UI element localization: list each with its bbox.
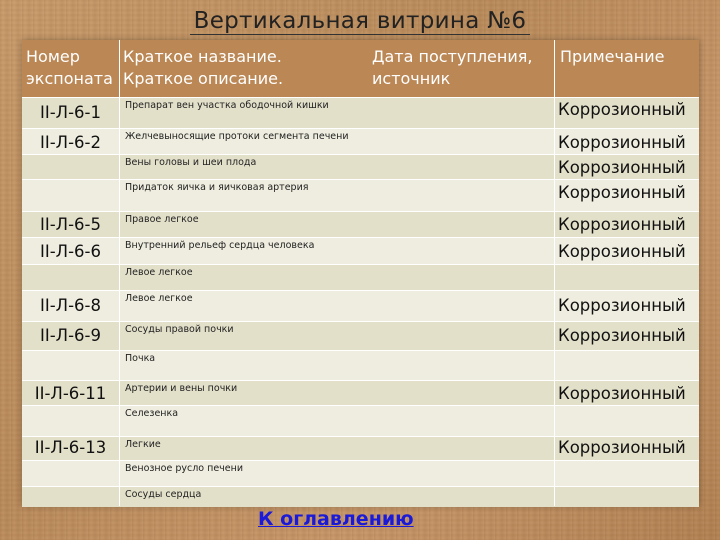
table-row — [22, 290, 699, 322]
row-number: II-Л-6-5 — [40, 215, 101, 234]
header-name: Краткое название. Краткое описание. — [123, 47, 284, 88]
table-row — [22, 436, 699, 461]
row-description: Внутренний рельеф сердца человека — [125, 240, 315, 251]
row-note: Коррозионный — [558, 183, 686, 202]
row-note: Коррозионный — [558, 158, 686, 177]
table-header — [22, 40, 699, 97]
row-number: II-Л-6-8 — [40, 296, 101, 315]
row-note: Коррозионный — [558, 242, 686, 261]
row-note: Коррозионный — [558, 438, 686, 457]
title-text: Вертикальная витрина №6 — [190, 8, 531, 35]
row-description: Правое легкое — [125, 214, 199, 225]
row-note: Коррозионный — [558, 133, 686, 152]
header-note: Примечание — [560, 47, 665, 66]
row-description: Сосуды сердца — [125, 489, 202, 500]
column-divider — [119, 40, 120, 506]
row-description: Левое легкое — [125, 293, 193, 304]
table-row — [22, 179, 699, 212]
table-row — [22, 237, 699, 265]
table-of-contents-link[interactable]: К оглавлению — [258, 508, 414, 530]
page-title — [0, 8, 720, 34]
row-description: Венозное русло печени — [125, 463, 244, 474]
table-row — [22, 264, 699, 291]
row-number: II-Л-6-13 — [34, 438, 107, 457]
row-number: II-Л-6-2 — [40, 133, 101, 152]
column-divider — [554, 40, 555, 506]
row-description: Левое легкое — [125, 267, 193, 278]
row-description: Легкие — [125, 439, 161, 450]
table-row — [22, 128, 699, 155]
row-note: Коррозионный — [558, 384, 686, 403]
row-description: Селезенка — [125, 408, 179, 419]
row-number: II-Л-6-1 — [40, 103, 101, 122]
row-description: Придаток яичка и яичковая артерия — [125, 182, 309, 193]
row-note: Коррозионный — [558, 215, 686, 234]
header-number: Номер экспоната — [26, 47, 113, 88]
row-description: Желчевыносящие протоки сегмента печени — [125, 131, 349, 142]
table-row — [22, 405, 699, 437]
table-row — [22, 97, 699, 129]
table-row — [22, 350, 699, 381]
row-note: Коррозионный — [558, 296, 686, 315]
row-number: II-Л-6-6 — [40, 242, 101, 261]
table-row — [22, 154, 699, 180]
row-description: Почка — [125, 353, 156, 364]
row-number: II-Л-6-9 — [40, 326, 101, 345]
table-row — [22, 321, 699, 351]
row-description: Препарат вен участка ободочной кишки — [125, 100, 329, 111]
row-note: Коррозионный — [558, 100, 686, 119]
exhibit-table — [22, 40, 699, 506]
row-note: Коррозионный — [558, 326, 686, 345]
table-row — [22, 460, 699, 487]
table-row — [22, 380, 699, 406]
row-number: II-Л-6-11 — [34, 384, 107, 403]
row-description: Вены головы и шеи плода — [125, 157, 257, 168]
row-description: Сосуды правой почки — [125, 324, 234, 335]
row-description: Артерии и вены почки — [125, 383, 238, 394]
table-row — [22, 211, 699, 238]
table-row — [22, 486, 699, 507]
header-date: Дата поступления, источник — [372, 47, 533, 88]
